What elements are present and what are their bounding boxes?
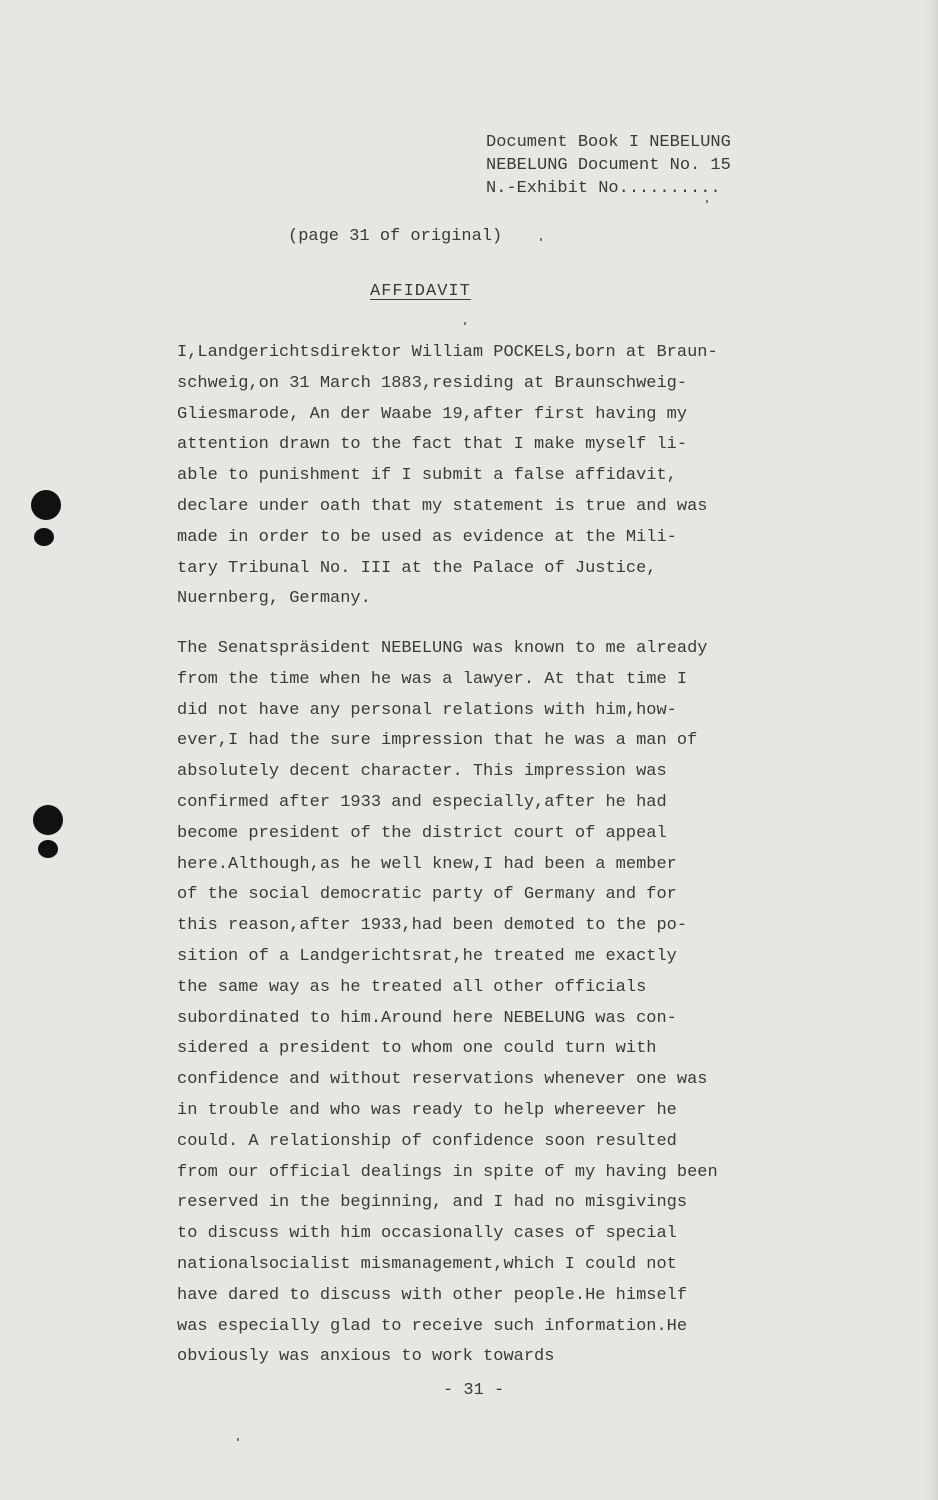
page-number: - 31 - xyxy=(443,1381,505,1400)
text-line: Gliesmarode, An der Waabe 19,after first having my xyxy=(177,404,688,424)
text-line: here.Although,as he well knew,I had been a member xyxy=(177,854,677,874)
text-line: have dared to discuss with other people.He himself xyxy=(177,1285,688,1305)
punch-hole-top-tear xyxy=(34,528,54,546)
text-line: ever,I had the sure impression that he was a man of xyxy=(177,731,698,751)
text-line: of the social democratic party of Germany and for xyxy=(177,885,677,905)
header-line-document-book: Document Book I NEBELUNG xyxy=(486,133,731,152)
punch-hole-top xyxy=(31,490,61,520)
paragraph-declaration xyxy=(177,338,877,615)
text-line: declare under oath that my statement is true and was xyxy=(177,496,708,516)
text-line: reserved in the beginning, and I had no misgivings xyxy=(177,1193,688,1213)
text-line: attention drawn to the fact that I make myself li- xyxy=(177,435,688,455)
page-edge-shadow xyxy=(926,0,938,1500)
text-line: did not have any personal relations with him,how- xyxy=(177,700,677,720)
paper-speck xyxy=(540,238,542,241)
text-line: made in order to be used as evidence at the Mili- xyxy=(177,527,677,547)
text-line: in trouble and who was ready to help whereever he xyxy=(177,1100,677,1120)
text-line: sidered a president to whom one could turn with xyxy=(177,1039,657,1059)
text-line: The Senatspräsident NEBELUNG was known to me already xyxy=(177,639,708,658)
text-line: absolutely decent character. This impression was xyxy=(177,762,667,782)
text-line: to discuss with him occasionally cases of special xyxy=(177,1224,677,1244)
paper-speck xyxy=(237,1438,239,1441)
document-header xyxy=(486,131,731,200)
text-line: the same way as he treated all other officials xyxy=(177,977,647,997)
text-line: I,Landgerichtsdirektor William POCKELS,born at Braun- xyxy=(177,343,718,362)
punch-hole-bottom xyxy=(33,805,63,835)
paper-speck xyxy=(706,200,708,203)
text-line: sition of a Landgerichtsrat,he treated me exactly xyxy=(177,946,677,966)
text-line: obviously was anxious to work towards xyxy=(177,1347,555,1367)
text-line: could. A relationship of confidence soon resulted xyxy=(177,1131,677,1151)
document-title: AFFIDAVIT xyxy=(370,282,471,301)
text-line: from the time when he was a lawyer. At that time I xyxy=(177,669,688,689)
text-line: Nuernberg, Germany. xyxy=(177,589,371,609)
page-reference: (page 31 of original) xyxy=(288,227,503,246)
text-line: confirmed after 1933 and especially,after he had xyxy=(177,792,667,812)
text-line: able to punishment if I submit a false affidavit, xyxy=(177,466,677,486)
text-line: confidence and without reservations whenever one was xyxy=(177,1070,708,1090)
text-line: tary Tribunal No. III at the Palace of Justice, xyxy=(177,558,657,578)
text-line: become president of the district court of appeal xyxy=(177,823,667,843)
text-line: nationalsocialist mismanagement,which I could not xyxy=(177,1254,677,1274)
text-line: this reason,after 1933,had been demoted to the po- xyxy=(177,916,688,936)
punch-hole-bottom-tear xyxy=(38,840,58,858)
header-line-exhibit-number: N.-Exhibit No.......... xyxy=(486,179,721,198)
text-line: schweig,on 31 March 1883,residing at Braunschweig- xyxy=(177,373,688,393)
text-line: from our official dealings in spite of my having been xyxy=(177,1162,718,1182)
paper-speck xyxy=(464,322,466,325)
paragraph-statement xyxy=(177,634,877,1373)
header-line-document-number: NEBELUNG Document No. 15 xyxy=(486,156,731,175)
text-line: was especially glad to receive such information.He xyxy=(177,1316,688,1336)
text-line: subordinated to him.Around here NEBELUNG was con- xyxy=(177,1008,677,1028)
